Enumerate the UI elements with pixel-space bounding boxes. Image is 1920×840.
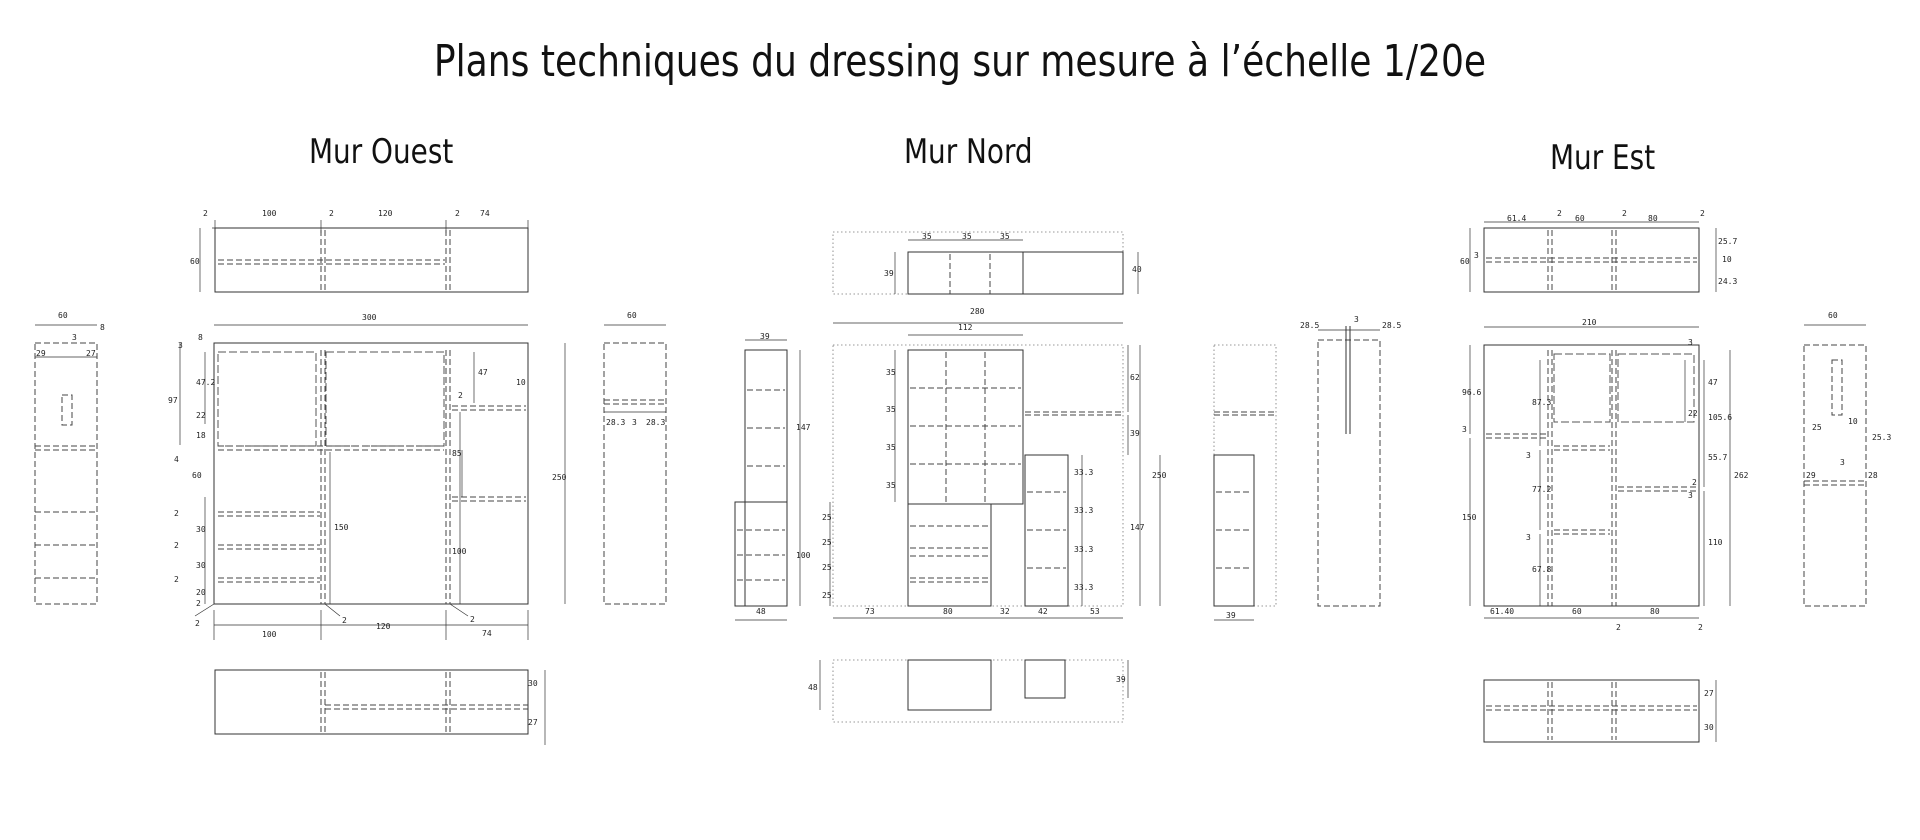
dim-label: 2 — [1692, 478, 1697, 487]
dim-label: 3 — [178, 341, 183, 350]
dim-label: 2 — [203, 209, 208, 218]
ouest-right-section — [604, 325, 666, 604]
dim-label: 28 — [1868, 471, 1878, 480]
dim-label: 3 — [1840, 458, 1845, 467]
dim-label: 73 — [865, 607, 875, 616]
dim-label: 3 — [1526, 451, 1531, 460]
dim-label: 25 — [822, 563, 832, 572]
dim-label: 29 — [1806, 471, 1816, 480]
dim-label: 32 — [1000, 607, 1010, 616]
dim-label: 33.3 — [1074, 583, 1094, 592]
dim-label: 100 — [262, 630, 277, 639]
dim-label: 27 — [1704, 689, 1714, 698]
est-section — [1804, 325, 1866, 606]
nord-bottom-plan — [820, 660, 1128, 722]
dim-label: 210 — [1582, 318, 1597, 327]
ouest-top-plan — [200, 220, 528, 292]
dim-label: 8 — [100, 323, 105, 332]
dim-label: 55.7 — [1708, 453, 1728, 462]
dim-label: 147 — [1130, 523, 1145, 532]
dim-label: 61.40 — [1490, 607, 1515, 616]
dim-label: 250 — [1152, 471, 1167, 480]
est-elevation — [1470, 327, 1733, 618]
dim-label: 80 — [1650, 607, 1660, 616]
dim-label: 33.3 — [1074, 506, 1094, 515]
dim-label: 4 — [174, 455, 179, 464]
dim-label: 2 — [195, 619, 200, 628]
dim-label: 2 — [470, 615, 475, 624]
dim-label: 29 — [36, 349, 46, 358]
dim-label: 280 — [970, 307, 985, 316]
dim-label: 100 — [452, 547, 467, 556]
dim-label: 96.6 — [1462, 388, 1482, 397]
dim-label: 150 — [334, 523, 349, 532]
nord-elevation — [735, 323, 1160, 620]
dim-label: 150 — [1462, 513, 1477, 522]
dim-label: 85 — [452, 449, 462, 458]
dim-label: 3 — [1462, 425, 1467, 434]
nord-top-plan — [833, 232, 1138, 294]
dim-label: 60 — [58, 311, 68, 320]
dim-label: 80 — [1648, 214, 1658, 223]
dim-label: 112 — [958, 323, 973, 332]
dim-label: 33.3 — [1074, 545, 1094, 554]
dim-label: 35 — [886, 443, 896, 452]
dim-label: 97 — [168, 396, 178, 405]
dim-label: 2 — [329, 209, 334, 218]
dim-label: 42 — [1038, 607, 1048, 616]
dim-label: 74 — [482, 629, 492, 638]
dim-label: 28.3 — [606, 418, 626, 427]
dim-label: 67.8 — [1532, 565, 1552, 574]
dim-label: 28.5 — [1300, 321, 1320, 330]
dim-label: 62 — [1130, 373, 1140, 382]
dim-label: 2 — [1557, 209, 1562, 218]
dim-label: 30 — [1704, 723, 1714, 732]
dim-label: 2 — [1622, 209, 1627, 218]
dim-label: 25.7 — [1718, 237, 1738, 246]
dim-label: 3 — [1474, 251, 1479, 260]
dim-label: 2 — [455, 209, 460, 218]
dim-label: 3 — [1688, 338, 1693, 347]
wall-title-ouest: Mur Ouest — [309, 132, 454, 172]
dim-label: 80 — [943, 607, 953, 616]
main-title: Plans techniques du dressing sur mesure à l’échelle 1/20e — [433, 36, 1487, 87]
dim-label: 20 — [196, 588, 206, 597]
dim-label: 2 — [196, 599, 201, 608]
nord-section — [1318, 326, 1380, 606]
est-drawings — [1470, 222, 1866, 742]
dim-label: 35 — [922, 232, 932, 241]
dim-label: 27 — [86, 349, 96, 358]
dim-label: 100 — [796, 551, 811, 560]
dim-label: 22 — [196, 411, 206, 420]
dim-label: 39 — [1116, 675, 1126, 684]
dim-label: 3 — [1354, 315, 1359, 324]
dim-label: 2 — [1700, 209, 1705, 218]
dim-label: 10 — [1722, 255, 1732, 264]
est-top-plan — [1470, 222, 1716, 292]
dim-label: 18 — [196, 431, 206, 440]
dim-label: 33.3 — [1074, 468, 1094, 477]
dim-label: 2 — [342, 616, 347, 625]
dim-label: 30 — [196, 561, 206, 570]
dim-label: 300 — [362, 313, 377, 322]
dim-label: 60 — [1828, 311, 1838, 320]
dim-label: 2 — [174, 541, 179, 550]
dim-label: 60 — [627, 311, 637, 320]
dim-label: 3 — [632, 418, 637, 427]
dim-label: 8 — [198, 333, 203, 342]
dim-label: 10 — [1848, 417, 1858, 426]
dim-label: 120 — [376, 622, 391, 631]
dim-label: 60 — [190, 257, 200, 266]
dim-label: 262 — [1734, 471, 1749, 480]
dim-label: 47.2 — [196, 378, 216, 387]
ouest-bottom-plan — [215, 670, 545, 745]
dim-label: 39 — [884, 269, 894, 278]
dim-label: 2 — [174, 575, 179, 584]
nord-side-view — [1214, 345, 1276, 620]
est-bottom-plan — [1484, 680, 1716, 742]
wall-title-nord: Mur Nord — [904, 132, 1033, 172]
dim-label: 40 — [1132, 265, 1142, 274]
dim-label: 105.6 — [1708, 413, 1733, 422]
dim-label: 25.3 — [1872, 433, 1892, 442]
dim-label: 74 — [480, 209, 490, 218]
dim-label: 61.4 — [1507, 214, 1527, 223]
dim-label: 25 — [822, 513, 832, 522]
dim-label: 30 — [528, 679, 538, 688]
dim-label: 24.3 — [1718, 277, 1738, 286]
dim-label: 35 — [962, 232, 972, 241]
dim-label: 39 — [1226, 611, 1236, 620]
dim-label: 28.5 — [1382, 321, 1402, 330]
dim-label: 3 — [1688, 491, 1693, 500]
dim-label: 2 — [1616, 623, 1621, 632]
ouest-elevation — [180, 325, 565, 640]
dim-label: 47 — [1708, 378, 1718, 387]
nord-drawings — [735, 232, 1380, 722]
dim-label: 25 — [822, 538, 832, 547]
dim-label: 110 — [1708, 538, 1723, 547]
dim-label: 2 — [458, 391, 463, 400]
dim-label: 250 — [552, 473, 567, 482]
dim-label: 60 — [1572, 607, 1582, 616]
dim-label: 48 — [756, 607, 766, 616]
dim-label: 22 — [1688, 409, 1698, 418]
dim-label: 10 — [516, 378, 526, 387]
dim-label: 39 — [1130, 429, 1140, 438]
dim-label: 60 — [192, 471, 202, 480]
dim-label: 39 — [760, 332, 770, 341]
dim-label: 2 — [174, 509, 179, 518]
dim-label: 100 — [262, 209, 277, 218]
dim-label: 120 — [378, 209, 393, 218]
dim-label: 35 — [886, 481, 896, 490]
dim-label: 25 — [822, 591, 832, 600]
dim-label: 30 — [196, 525, 206, 534]
dim-label: 25 — [1812, 423, 1822, 432]
wall-title-est: Mur Est — [1550, 138, 1656, 178]
dim-label: 47 — [478, 368, 488, 377]
dim-label: 27 — [528, 718, 538, 727]
dim-label: 48 — [808, 683, 818, 692]
dim-label: 35 — [886, 368, 896, 377]
dim-label: 3 — [72, 333, 77, 342]
dim-label: 28.3 — [646, 418, 666, 427]
dim-label: 35 — [886, 405, 896, 414]
dim-label: 77.2 — [1532, 485, 1552, 494]
dim-label: 60 — [1575, 214, 1585, 223]
ouest-left-section — [35, 325, 97, 604]
dim-label: 35 — [1000, 232, 1010, 241]
ouest-drawings — [35, 220, 666, 745]
dim-label: 147 — [796, 423, 811, 432]
dim-label: 2 — [1698, 623, 1703, 632]
dim-label: 60 — [1460, 257, 1470, 266]
dim-label: 87.3 — [1532, 398, 1552, 407]
dim-label: 3 — [1526, 533, 1531, 542]
dim-label: 53 — [1090, 607, 1100, 616]
